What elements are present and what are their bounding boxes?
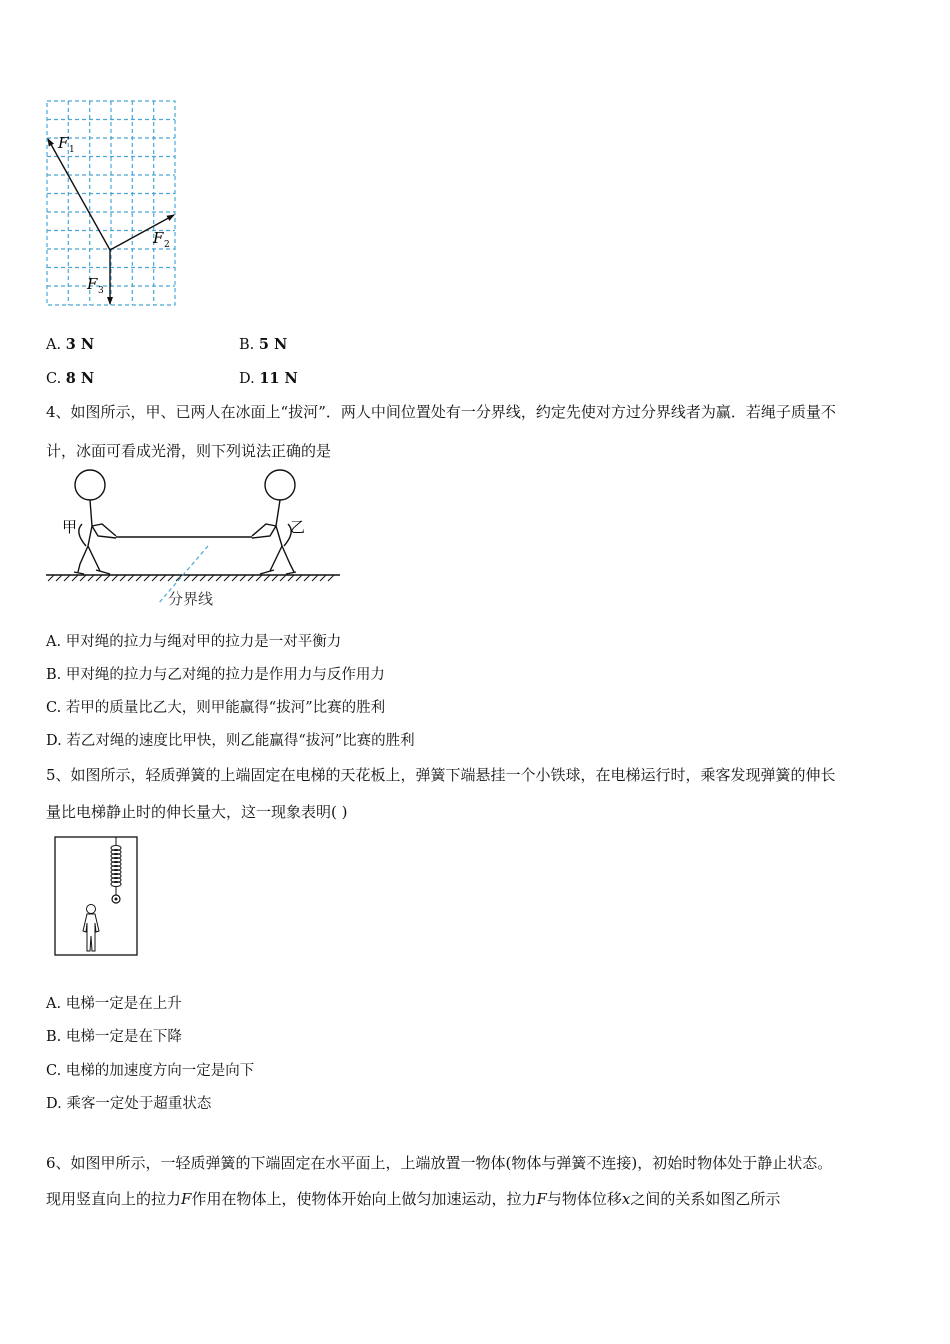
f1-arrow [48,139,110,250]
left-person-head [75,470,105,500]
q4-stem-line1: 4、如图所示，甲、已两人在冰面上“拔河”．两人中间位置处有一分界线，约定先使对方过分界线者为赢．若绳子质量不 [46,403,836,421]
right-person-label: 乙 [290,518,306,536]
f1-subscript: 1 [69,145,75,155]
elevator-box [55,837,137,955]
f2-label: F [153,229,164,247]
passenger [83,905,99,952]
q5-stem-line1: 5、如图所示，轻质弹簧的上端固定在电梯的天花板上，弹簧下端悬挂一个小铁球，在电梯运行时，乘客发现弹簧的伸长 [46,766,836,784]
q4-option-d: D. 若乙对绳的速度比甲快，则乙能赢得“拔河”比赛的胜利 [46,733,415,749]
displacement-symbol: x [621,1190,631,1208]
q6-stem-line2: 现用竖直向上的拉力F作用在物体上，使物体开始向上做匀加速运动，拉力F与物体位移x之间的关系如图乙所示 [46,1190,781,1208]
q5-option-a: A. 电梯一定是在上升 [46,996,182,1012]
q5-option-b: B. 电梯一定是在下降 [46,1029,182,1045]
left-person-arm [79,524,86,546]
q4-option-c: C. 若甲的质量比乙大，则甲能赢得“拔河”比赛的胜利 [46,700,386,716]
f3-label: F [87,275,98,293]
f3-subscript: 3 [98,286,104,296]
force-symbol: F [536,1190,547,1208]
q3-option-d: D. 11 N [239,370,298,387]
left-person-label: 甲 [62,518,78,536]
f2-subscript: 2 [164,240,170,250]
force-grid-figure [40,95,185,315]
q4-option-b: B. 甲对绳的拉力与乙对绳的拉力是作用力与反作用力 [46,667,385,683]
grid-lines [47,101,175,305]
q3-option-a: A. 3 N [46,336,95,353]
elevator-spring-figure [50,833,145,961]
q5-option-d: D. 乘客一定处于超重状态 [46,1096,212,1112]
right-person-head [265,470,295,500]
tug-of-war-figure [40,466,350,611]
q4-stem-line2: 计，冰面可看成光滑，则下列说法正确的是 [46,442,332,460]
left-person-body [78,500,116,572]
ground-hatching [48,575,334,581]
f1-label: F [58,134,69,152]
right-person-body [252,500,294,572]
boundary-label: 分界线 [168,590,214,608]
right-person-feet [260,570,296,574]
q3-option-b: B. 5 N [239,336,288,353]
force-symbol: F [181,1190,192,1208]
q5-option-c: C. 电梯的加速度方向一定是向下 [46,1063,255,1079]
spring [111,837,121,895]
left-person-feet [74,570,110,574]
q4-option-a: A. 甲对绳的拉力与绳对甲的拉力是一对平衡力 [46,634,342,650]
q6-stem-line1: 6、如图甲所示，一轻质弹簧的下端固定在水平面上，上端放置一物体(物体与弹簧不连接)，初始时物体处于静止状态。 [46,1154,833,1172]
q3-option-c: C. 8 N [46,370,95,387]
q5-stem-line2: 量比电梯静止时的伸长量大，这一现象表明( ) [46,803,348,821]
